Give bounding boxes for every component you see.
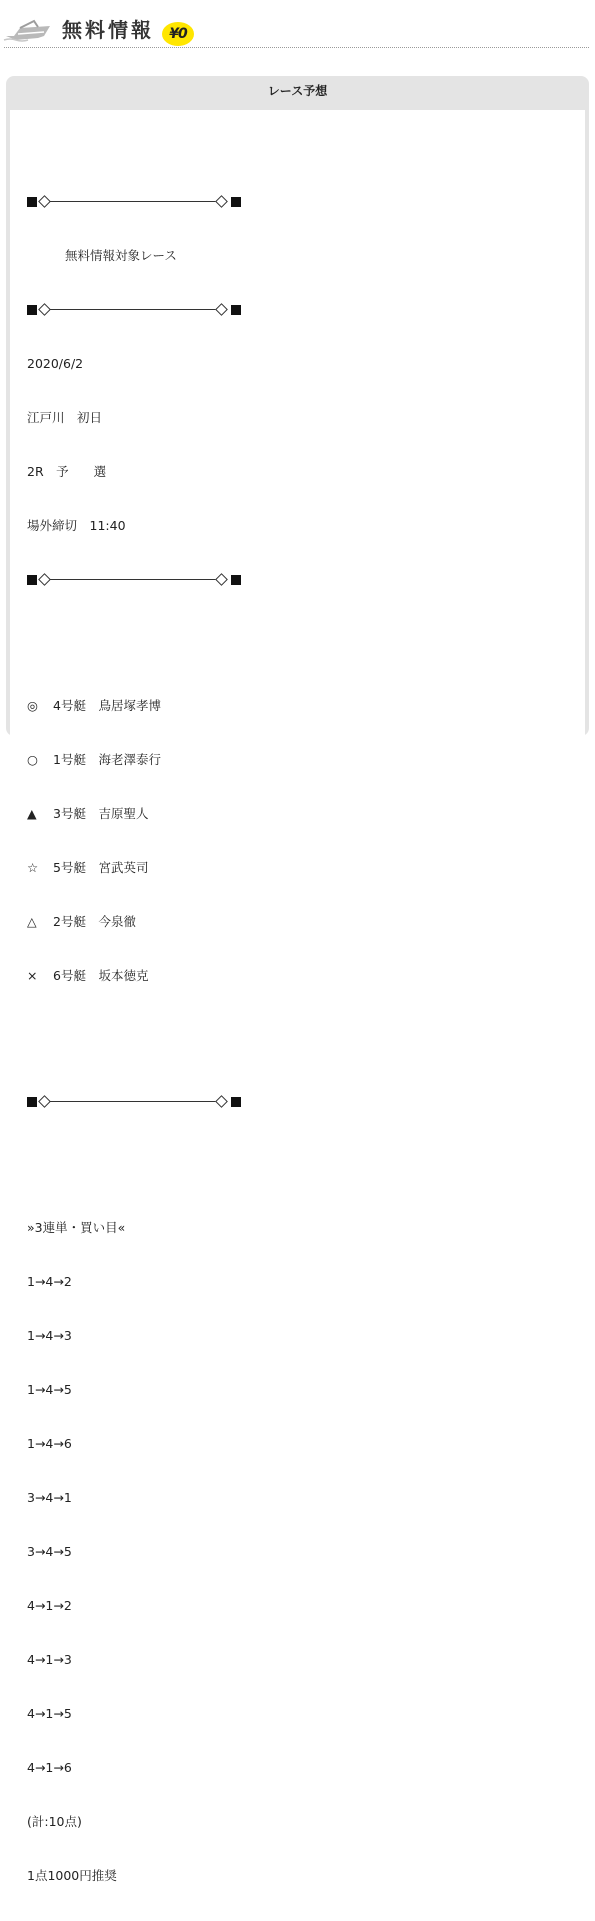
square-bullet-icon [231,1097,241,1107]
prediction-row [27,805,567,823]
prediction-mark: ○ [27,752,38,767]
boat-icon [4,18,54,44]
prediction-mark: × [27,968,38,983]
diamond-icon [38,573,51,586]
race-date: 2020/6/2 [27,356,84,371]
diamond-icon [215,303,228,316]
bet-combination: 3→4→5 [27,1544,72,1559]
square-bullet-icon [27,575,37,585]
prediction-mark: △ [27,914,37,929]
panel-title: レース予想 [267,84,328,98]
diamond-icon [38,195,51,208]
target-race-label: 無料情報対象レース [65,248,177,263]
racer-name: 宮武英司 [98,860,149,875]
prediction-row [27,913,567,931]
prediction-mark: ☆ [27,860,39,875]
square-bullet-icon [231,305,241,315]
diamond-icon [215,1095,228,1108]
free-price-badge: ¥0 [162,22,194,46]
bets-total: (計:10点) [27,1814,82,1829]
bet-combination: 1→4→5 [27,1382,72,1397]
decorative-divider [27,301,567,319]
boat-number: 4号艇 [53,698,86,713]
prediction-mark: ▲ [27,806,37,821]
square-bullet-icon [231,575,241,585]
boat-number: 3号艇 [53,806,86,821]
decorative-divider [27,571,567,589]
decorative-divider [27,193,567,211]
race-name: 2R 予 選 [27,464,107,479]
prediction-mark: ◎ [27,698,38,713]
page-header [0,0,595,52]
boat-number: 5号艇 [53,860,86,875]
bet-combination: 3→4→1 [27,1490,72,1505]
square-bullet-icon [27,197,37,207]
racer-name: 今泉徹 [98,914,136,929]
diamond-icon [215,573,228,586]
racer-name: 鳥居塚孝博 [98,698,161,713]
bet-combination: 4→1→6 [27,1760,72,1775]
bet-combination: 1→4→2 [27,1274,72,1289]
prediction-row [27,967,567,985]
diamond-icon [215,195,228,208]
page-title: 無料情報 [62,18,154,42]
boat-number: 2号艇 [53,914,86,929]
square-bullet-icon [27,305,37,315]
bets-heading: »3連単・買い目« [27,1220,126,1235]
boat-number: 6号艇 [53,968,86,983]
square-bullet-icon [27,1097,37,1107]
bet-combination: 4→1→5 [27,1706,72,1721]
race-venue: 江戸川 初日 [27,410,103,425]
diamond-icon [38,1095,51,1108]
boat-number: 1号艇 [53,752,86,767]
racer-name: 坂本徳克 [98,968,149,983]
bet-combination: 1→4→6 [27,1436,72,1451]
header-divider [4,47,589,48]
bets-recommendation: 1点1000円推奨 [27,1868,117,1883]
prediction-row [27,697,567,715]
square-bullet-icon [231,197,241,207]
bet-combination: 4→1→3 [27,1652,72,1667]
race-deadline: 場外締切 11:40 [27,518,126,533]
prediction-row [27,751,567,769]
prediction-row [27,859,567,877]
bet-combination: 1→4→3 [27,1328,72,1343]
prediction-content [27,139,567,1921]
race-prediction-panel [6,76,589,1883]
panel-body [10,110,585,1883]
decorative-divider [27,1093,567,1111]
racer-name: 吉原聖人 [98,806,149,821]
bet-combination: 4→1→2 [27,1598,72,1613]
diamond-icon [38,303,51,316]
racer-name: 海老澤泰行 [98,752,161,767]
